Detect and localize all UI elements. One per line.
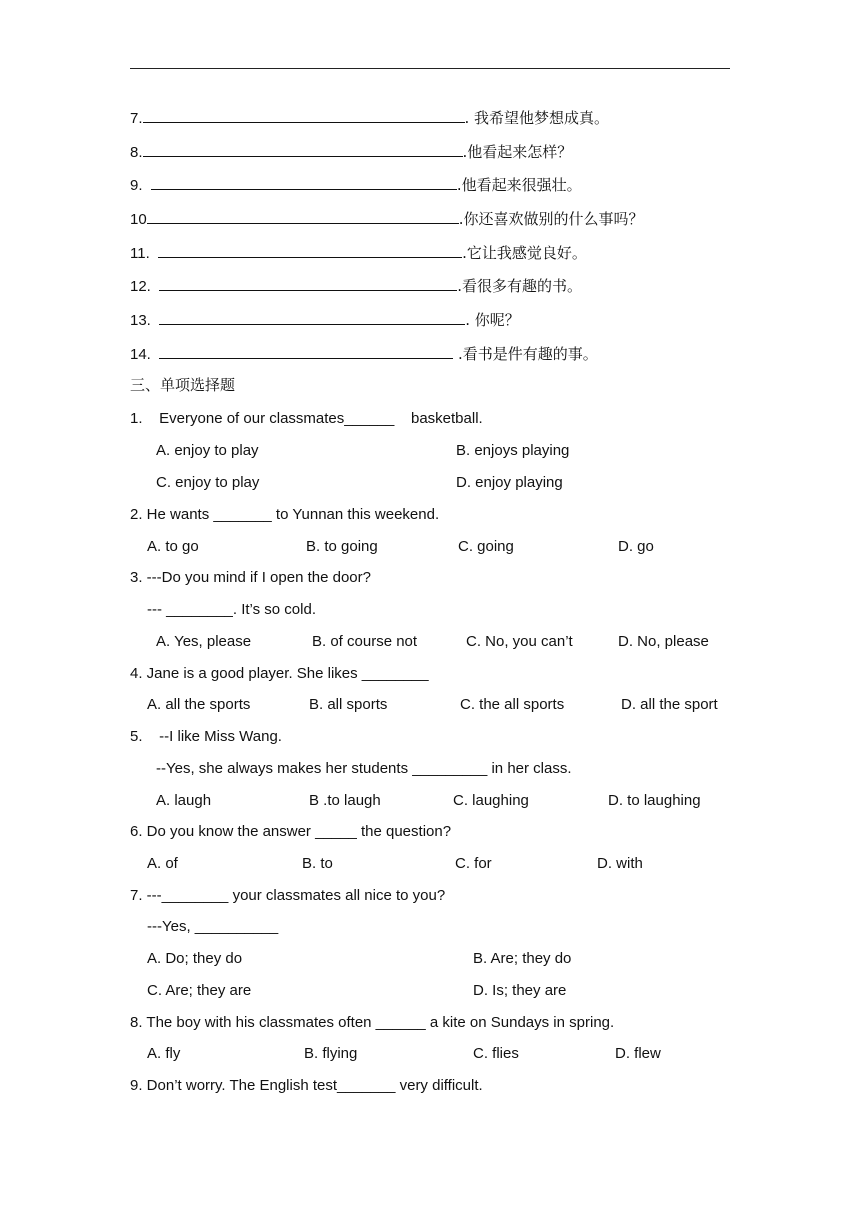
translation-item-12: 12. .看很多有趣的书。 (130, 274, 582, 297)
option-a[interactable]: A. of (147, 855, 178, 872)
answer-blank[interactable] (159, 342, 453, 359)
option-b[interactable]: B .to laugh (309, 792, 381, 809)
question-8-stem: 8. The boy with his classmates often ______ a kite on Sundays in spring. (130, 1014, 615, 1031)
translation-item-10: 10 .你还喜欢做别的什么事吗？ (130, 207, 643, 230)
question-3-stem: 3. ---Do you mind if I open the door? (130, 569, 371, 586)
question-6-stem: 6. Do you know the answer _____ the question? (130, 823, 452, 840)
question-7-stem: 7. ---________ your classmates all nice to you? (130, 887, 446, 904)
question-5-response: --Yes, she always makes her students _________ in her class. (156, 760, 572, 777)
option-d[interactable]: D. No, please (618, 633, 709, 650)
option-c[interactable]: C. the all sports (460, 696, 565, 713)
question-1-stem: 1. Everyone of our classmates______ basketball. (130, 410, 483, 427)
answer-blank[interactable] (147, 207, 459, 224)
translation-item-13: 13. . 你呢？ (130, 308, 520, 331)
option-a[interactable]: A. enjoy to play (156, 442, 259, 459)
answer-blank[interactable] (159, 274, 457, 291)
option-d[interactable]: D. all the sport (621, 696, 718, 713)
option-a[interactable]: A. laugh (156, 792, 212, 809)
option-c[interactable]: C. going (458, 538, 514, 555)
question-7-response: ---Yes, __________ (147, 918, 279, 935)
translation-item-11: 11. .它让我感觉良好。 (130, 241, 587, 264)
option-b[interactable]: B. enjoys playing (456, 442, 570, 459)
option-c[interactable]: C. enjoy to play (156, 474, 260, 491)
translation-item-8: 8. .他看起来怎样？ (130, 140, 572, 163)
answer-blank[interactable] (158, 241, 462, 258)
question-9-stem: 9. Don’t worry. The English test_______ very difficult. (130, 1077, 483, 1094)
option-c[interactable]: C. Are; they are (147, 982, 252, 999)
question-5-stem: 5. --I like Miss Wang. (130, 728, 282, 745)
translation-item-7: 7. . 我希望他梦想成真。 (130, 106, 609, 129)
header-rule (130, 68, 730, 69)
translation-item-9: 9. .他看起来很强壮。 (130, 173, 582, 196)
option-b[interactable]: B. of course not (312, 633, 418, 650)
option-c[interactable]: C. for (455, 855, 492, 872)
option-a[interactable]: A. to go (147, 538, 199, 555)
option-d[interactable]: D. flew (615, 1045, 661, 1062)
option-c[interactable]: C. laughing (453, 792, 529, 809)
option-c[interactable]: C. flies (473, 1045, 519, 1062)
option-c[interactable]: C. No, you can’t (466, 633, 573, 650)
answer-blank[interactable] (151, 173, 457, 190)
option-d[interactable]: D. with (597, 855, 643, 872)
question-4-stem: 4. Jane is a good player. She likes ________ (130, 665, 429, 682)
question-3-response: --- ________. It’s so cold. (147, 601, 316, 618)
option-b[interactable]: B. flying (304, 1045, 358, 1062)
option-b[interactable]: B. to (302, 855, 333, 872)
option-a[interactable]: A. fly (147, 1045, 181, 1062)
option-b[interactable]: B. to going (306, 538, 378, 555)
option-a[interactable]: A. Do; they do (147, 950, 243, 967)
option-d[interactable]: D. go (618, 538, 654, 555)
option-d[interactable]: D. enjoy playing (456, 474, 563, 491)
option-d[interactable]: D. to laughing (608, 792, 701, 809)
option-b[interactable]: B. Are; they do (473, 950, 572, 967)
option-d[interactable]: D. Is; they are (473, 982, 567, 999)
translation-item-14: 14. .看书是件有趣的事。 (130, 342, 598, 365)
answer-blank[interactable] (143, 106, 465, 123)
option-a[interactable]: A. all the sports (147, 696, 251, 713)
answer-blank[interactable] (159, 308, 465, 325)
option-a[interactable]: A. Yes, please (156, 633, 252, 650)
answer-blank[interactable] (143, 140, 463, 157)
section-title: 三、单项选择题 (130, 376, 236, 394)
option-b[interactable]: B. all sports (309, 696, 388, 713)
question-2-stem: 2. He wants _______ to Yunnan this weekend. (130, 506, 440, 523)
